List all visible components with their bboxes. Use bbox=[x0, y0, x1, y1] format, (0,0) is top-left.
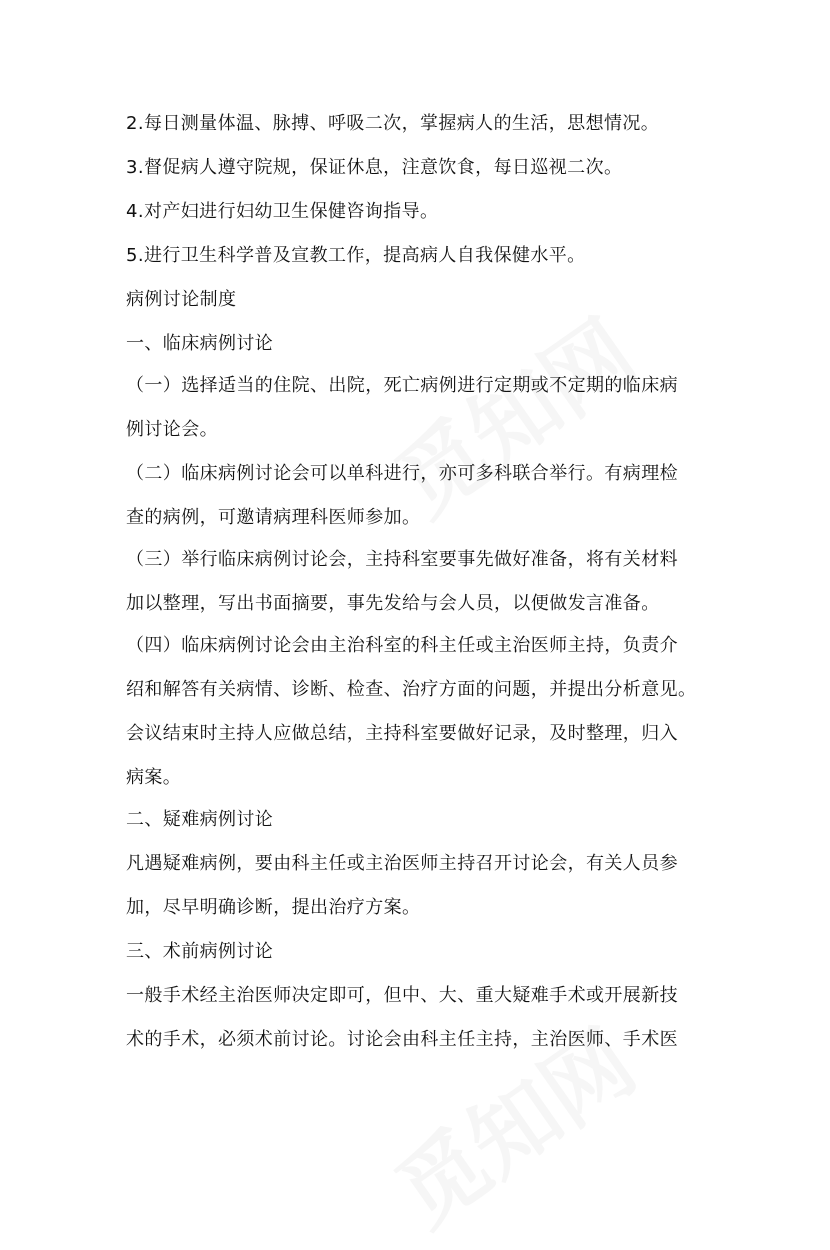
section-heading: 病例讨论制度 bbox=[126, 289, 237, 310]
text-line: （一）选择适当的住院、出院，死亡病例进行定期或不定期的临床病 bbox=[126, 375, 678, 396]
text-line: 例讨论会。 bbox=[126, 419, 218, 440]
text-line: 一般手术经主治医师决定即可，但中、大、重大疑难手术或开展新技 bbox=[126, 985, 678, 1006]
text-line: 4.对产妇进行妇幼卫生保健咨询指导。 bbox=[126, 201, 439, 222]
text-line: 5.进行卫生科学普及宣教工作，提高病人自我保健水平。 bbox=[126, 245, 586, 266]
text-line: 加，尽早明确诊断，提出治疗方案。 bbox=[126, 897, 421, 918]
text-line: 3.督促病人遵守院规，保证休息，注意饮食，每日巡视二次。 bbox=[126, 157, 623, 178]
section-heading: 一、临床病例讨论 bbox=[126, 333, 274, 354]
section-heading: 二、疑难病例讨论 bbox=[126, 809, 274, 830]
section-heading: 三、术前病例讨论 bbox=[126, 941, 274, 962]
text-line: （二）临床病例讨论会可以单科进行，亦可多科联合举行。有病理检 bbox=[126, 463, 678, 484]
text-line: 凡遇疑难病例，要由科主任或主治医师主持召开讨论会，有关人员参 bbox=[126, 853, 678, 874]
text-line: （四）临床病例讨论会由主治科室的科主任或主治医师主持，负责介 bbox=[126, 635, 678, 656]
text-line: 加以整理，写出书面摘要，事先发给与会人员，以便做发言准备。 bbox=[126, 593, 660, 614]
text-line: 术的手术，必须术前讨论。讨论会由科主任主持，主治医师、手术医 bbox=[126, 1029, 678, 1050]
text-line: 绍和解答有关病情、诊断、检查、治疗方面的问题，并提出分析意见。 bbox=[126, 679, 697, 700]
text-line: 病案。 bbox=[126, 767, 182, 788]
text-line: 查的病例，可邀请病理科医师参加。 bbox=[126, 507, 421, 528]
text-line: 2.每日测量体温、脉搏、呼吸二次，掌握病人的生活，思想情况。 bbox=[126, 113, 660, 134]
watermark bbox=[368, 286, 657, 541]
text-line: （三）举行临床病例讨论会，主持科室要事先做好准备，将有关材料 bbox=[126, 549, 678, 570]
text-line: 会议结束时主持人应做总结，主持科室要做好记录，及时整理，归入 bbox=[126, 723, 678, 744]
